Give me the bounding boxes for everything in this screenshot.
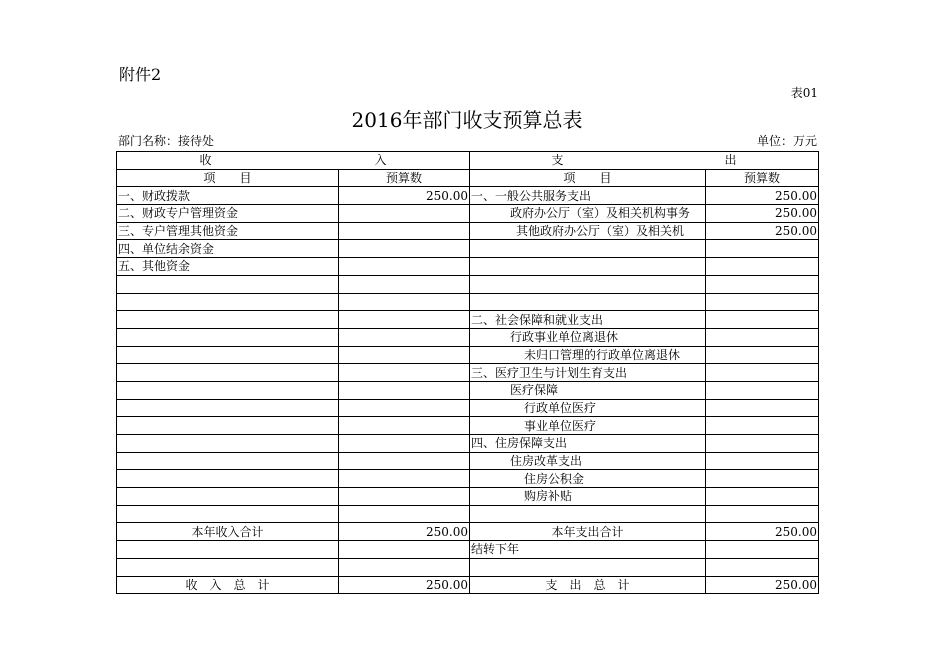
income-value: [339, 399, 470, 417]
expense-value: [706, 293, 819, 311]
income-item: [117, 311, 339, 329]
expense-item: [470, 293, 706, 311]
expense-item: [470, 240, 706, 258]
income-item: [117, 488, 339, 506]
income-item: [117, 505, 339, 523]
expense-value: [706, 470, 819, 488]
income-item: [117, 399, 339, 417]
table-row: [117, 505, 819, 523]
income-value: [339, 275, 470, 293]
income-item: 二、财政专户管理资金: [117, 205, 339, 223]
blank-row: [117, 558, 819, 576]
income-item: [117, 417, 339, 435]
carry-row: [117, 541, 819, 559]
table-row: [117, 275, 819, 293]
expense-value: [706, 505, 819, 523]
expense-value: [706, 240, 819, 258]
table-row: [117, 293, 819, 311]
income-value: [339, 346, 470, 364]
expense-budget-header: 预算数: [706, 169, 819, 187]
table-row: [117, 346, 819, 364]
expense-value: 250.00: [706, 205, 819, 223]
expense-header-b: 出: [724, 153, 737, 168]
expense-value: [706, 328, 819, 346]
expense-item: 四、住房保障支出: [470, 435, 706, 453]
income-value: [339, 311, 470, 329]
income-item: [117, 328, 339, 346]
expense-value: [706, 258, 819, 276]
expense-value: [706, 452, 819, 470]
expense-item: 二、社会保障和就业支出: [470, 311, 706, 329]
expense-item-header: 项 目: [470, 169, 706, 187]
income-value: [339, 435, 470, 453]
header-row-group: [117, 152, 819, 170]
expense-value: [706, 399, 819, 417]
empty-cell: [706, 541, 819, 559]
expense-value: 250.00: [706, 187, 819, 205]
income-value: [339, 488, 470, 506]
expense-value: [706, 346, 819, 364]
table-row: [117, 488, 819, 506]
expense-item: 三、医疗卫生与计划生育支出: [470, 364, 706, 382]
expense-header: [470, 152, 819, 170]
income-subtotal-label: 本年收入合计: [117, 523, 339, 541]
attachment-label: 附件2: [119, 65, 162, 84]
income-budget-header: 预算数: [339, 169, 470, 187]
empty-cell: [339, 558, 470, 576]
income-item: 五、其他资金: [117, 258, 339, 276]
income-item: [117, 293, 339, 311]
income-item: [117, 452, 339, 470]
expense-item: 其他政府办公厅（室）及相关机: [470, 222, 706, 240]
expense-item: 行政事业单位离退休: [470, 328, 706, 346]
income-header-b: 入: [374, 153, 387, 168]
table-row: [117, 452, 819, 470]
carry-forward-label: 结转下年: [470, 541, 706, 559]
expense-item: 医疗保障: [470, 381, 706, 399]
table-row: [117, 187, 819, 205]
table-number: 表01: [790, 86, 818, 100]
income-value: [339, 328, 470, 346]
empty-cell: [339, 541, 470, 559]
expense-total-label: 支 出 总 计: [470, 576, 706, 594]
header-row-columns: [117, 169, 819, 187]
income-value: [339, 417, 470, 435]
expense-item: 未归口管理的行政单位离退休: [470, 346, 706, 364]
income-header-a: 收: [199, 153, 212, 168]
expense-value: [706, 435, 819, 453]
income-item: [117, 346, 339, 364]
total-row: [117, 576, 819, 594]
expense-item: 一、一般公共服务支出: [470, 187, 706, 205]
empty-cell: [117, 558, 339, 576]
unit-label: 单位：万元: [756, 134, 817, 148]
income-value: [339, 222, 470, 240]
income-value: [339, 505, 470, 523]
empty-cell: [470, 558, 706, 576]
income-item: [117, 470, 339, 488]
expense-subtotal-label: 本年支出合计: [470, 523, 706, 541]
expense-item: 住房改革支出: [470, 452, 706, 470]
income-value: [339, 452, 470, 470]
expense-value: [706, 488, 819, 506]
income-item: 四、单位结余资金: [117, 240, 339, 258]
income-item: [117, 364, 339, 382]
table-row: [117, 240, 819, 258]
expense-item: [470, 275, 706, 293]
expense-item: 住房公积金: [470, 470, 706, 488]
budget-table: [116, 151, 819, 594]
table-row: [117, 470, 819, 488]
empty-cell: [706, 558, 819, 576]
table-row: [117, 222, 819, 240]
table-row: [117, 399, 819, 417]
table-row: [117, 364, 819, 382]
expense-value: [706, 311, 819, 329]
expense-item: 政府办公厅（室）及相关机构事务: [470, 205, 706, 223]
table-row: [117, 435, 819, 453]
expense-value: [706, 381, 819, 399]
table-row: [117, 311, 819, 329]
expense-item: 行政单位医疗: [470, 399, 706, 417]
income-subtotal-value: 250.00: [339, 523, 470, 541]
subtotal-row: [117, 523, 819, 541]
table-row: [117, 417, 819, 435]
empty-cell: [117, 541, 339, 559]
income-value: [339, 470, 470, 488]
income-item: [117, 275, 339, 293]
income-total-value: 250.00: [339, 576, 470, 594]
expense-header-a: 支: [551, 153, 564, 168]
income-total-label: 收 入 总 计: [117, 576, 339, 594]
income-item: 一、财政拨款: [117, 187, 339, 205]
income-header: [117, 152, 470, 170]
income-value: [339, 258, 470, 276]
expense-item: 事业单位医疗: [470, 417, 706, 435]
page-title: 2016年部门收支预算总表: [351, 108, 583, 132]
income-item: 三、专户管理其他资金: [117, 222, 339, 240]
income-value: [339, 381, 470, 399]
expense-value: [706, 275, 819, 293]
expense-item: [470, 505, 706, 523]
income-value: [339, 364, 470, 382]
table-row: [117, 205, 819, 223]
income-item: [117, 381, 339, 399]
income-value: [339, 240, 470, 258]
expense-value: 250.00: [706, 222, 819, 240]
expense-value: [706, 364, 819, 382]
department-name: 部门名称：接待处: [118, 134, 215, 148]
expense-item: [470, 258, 706, 276]
expense-total-value: 250.00: [706, 576, 819, 594]
table-row: [117, 258, 819, 276]
table-row: [117, 381, 819, 399]
income-value: [339, 293, 470, 311]
income-value: 250.00: [339, 187, 470, 205]
expense-subtotal-value: 250.00: [706, 523, 819, 541]
table-row: [117, 328, 819, 346]
expense-value: [706, 417, 819, 435]
expense-item: 购房补贴: [470, 488, 706, 506]
income-item: [117, 435, 339, 453]
income-value: [339, 205, 470, 223]
income-item-header: 项 目: [117, 169, 339, 187]
